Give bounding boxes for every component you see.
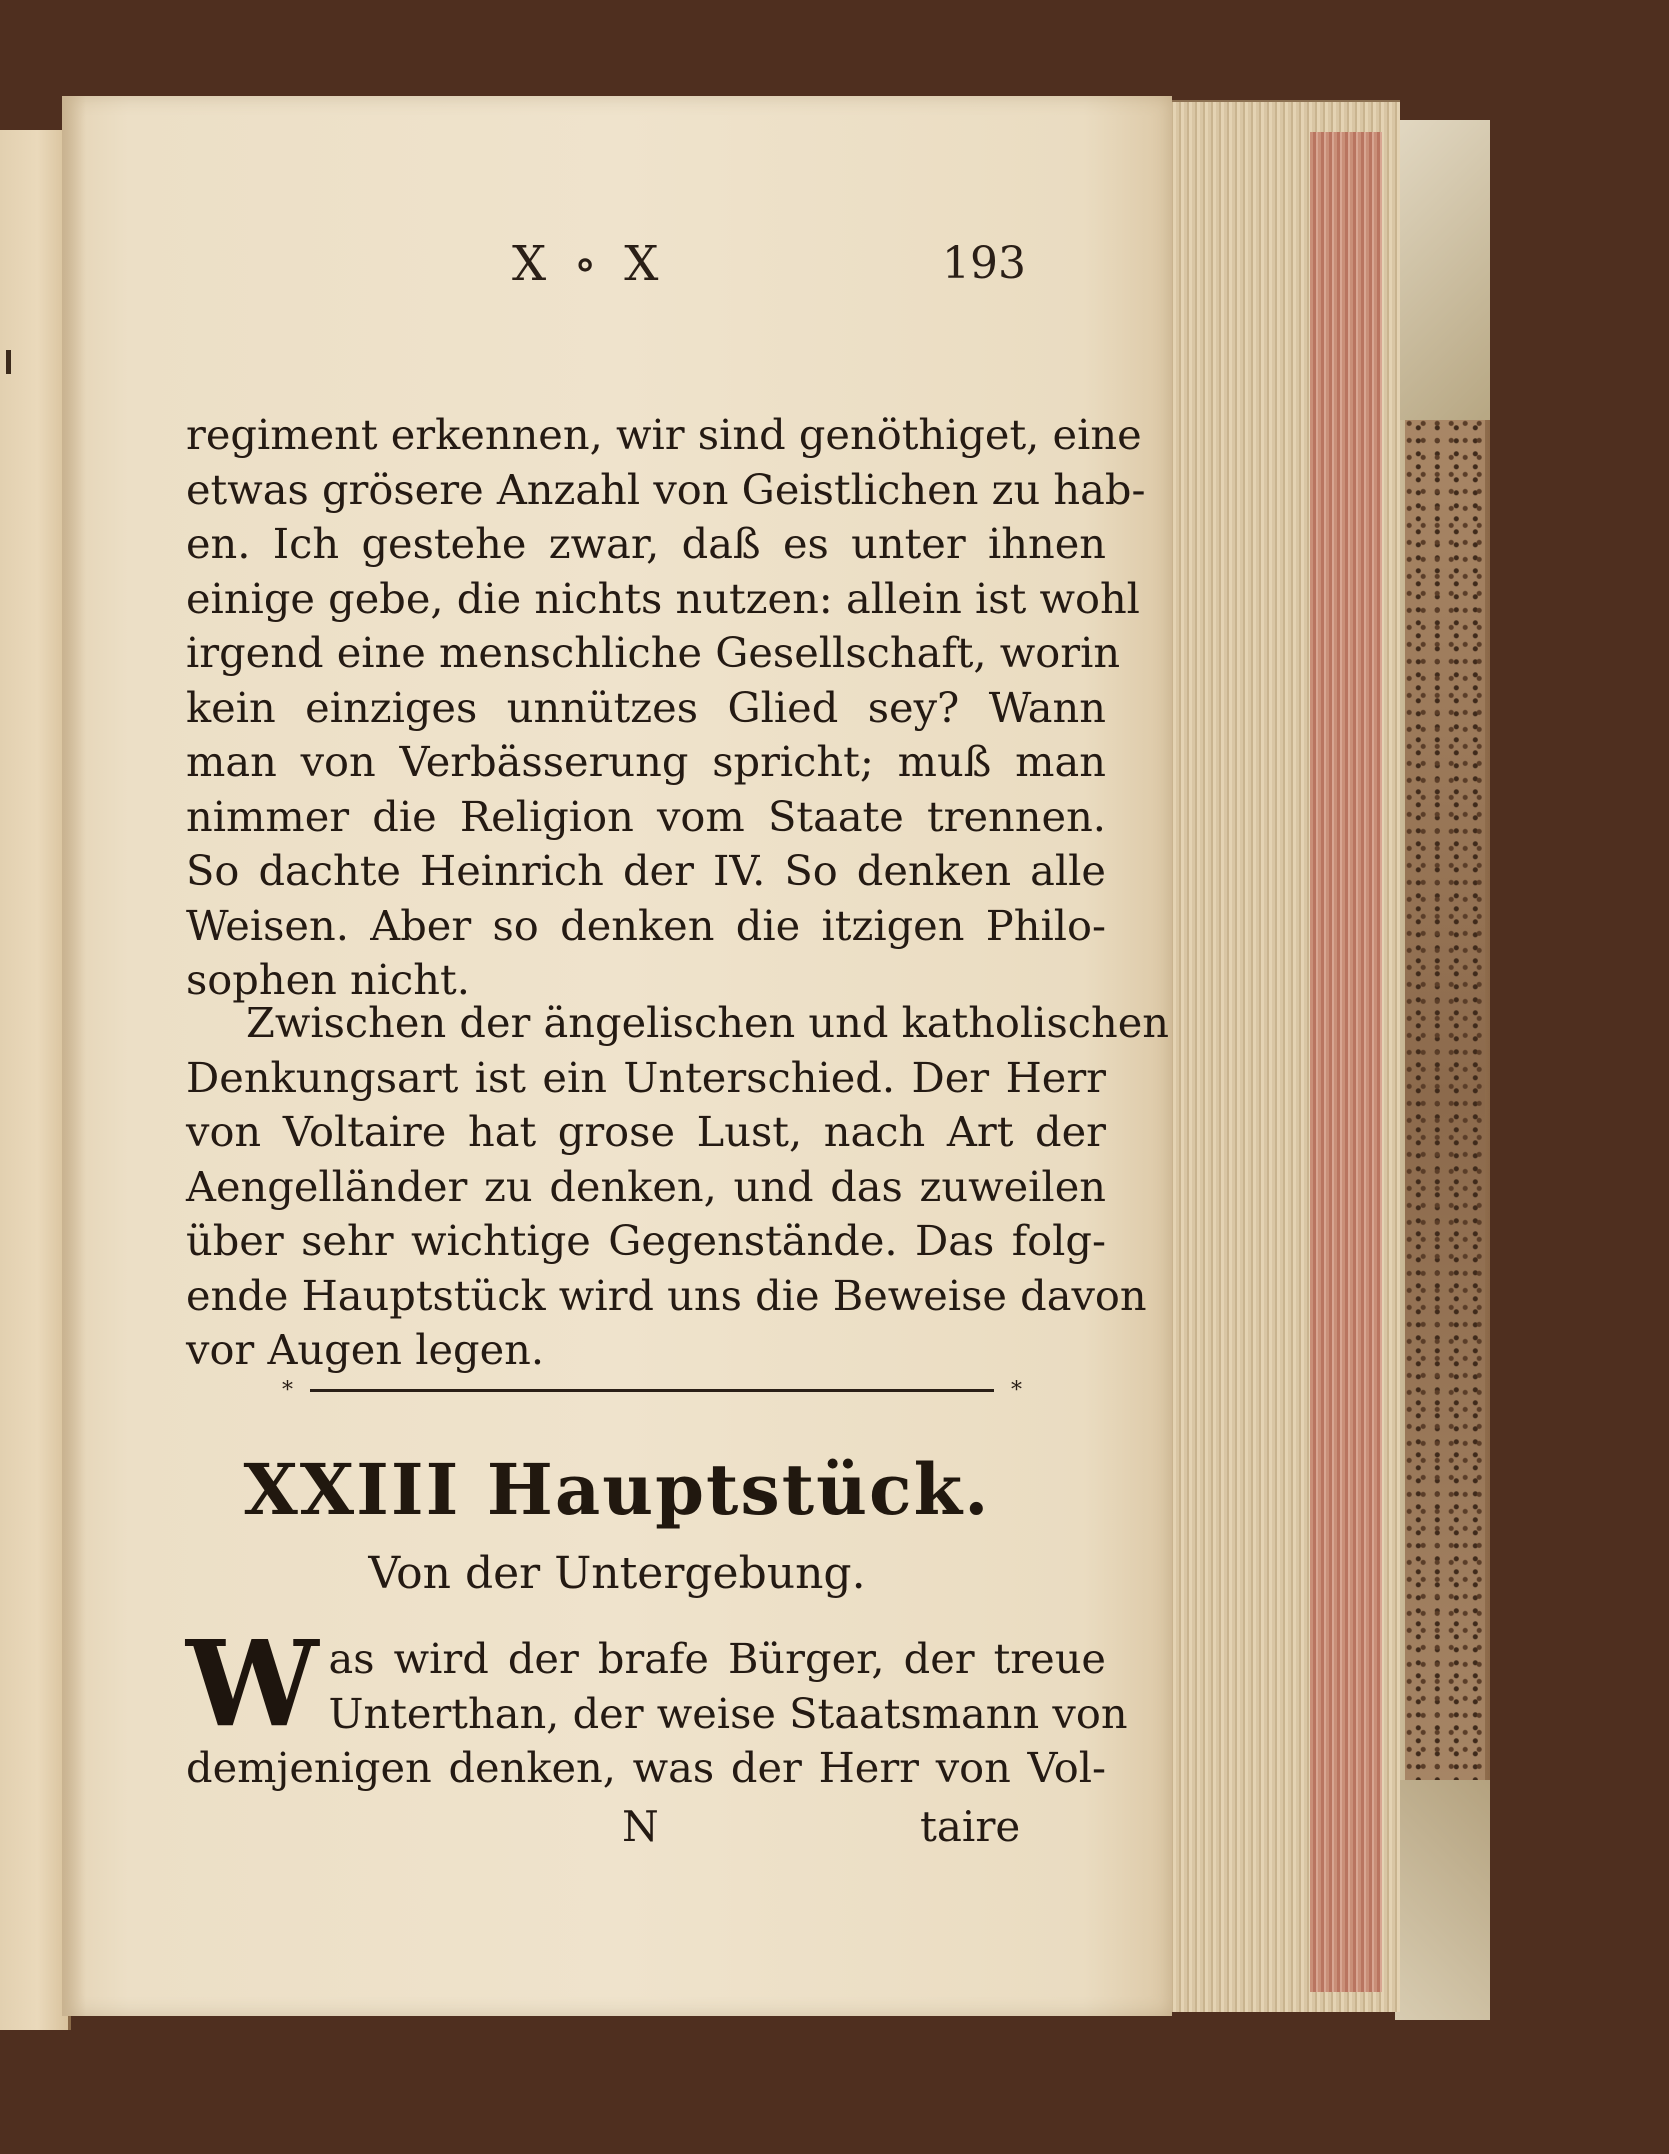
text-line: irgend eine menschliche Gesellschaft, worin <box>186 628 1121 677</box>
text-line: Unterthan, der weise Staatsmann von <box>328 1688 1128 1738</box>
text-line: etwas grösere Anzahl von Geistlichen zu hab- <box>186 464 1146 514</box>
cover-corner-top <box>1395 120 1490 420</box>
marbled-board <box>1405 420 1485 1780</box>
book-cover <box>1395 120 1490 2020</box>
chapter-title: XXIII Hauptstück. <box>243 1448 991 1531</box>
text-line: kein einziges unnützes Glied sey? Wann <box>186 682 1106 732</box>
page-number: 193 <box>942 238 1026 289</box>
text-line: Denkungsart ist ein Unterschied. Der Herr <box>186 1052 1106 1102</box>
asterisk-icon: * <box>1011 1378 1022 1403</box>
text-line: vor Augen legen. <box>186 1325 545 1374</box>
text-line: Aengelländer zu denken, und das zuweilen <box>186 1161 1106 1211</box>
running-head <box>62 236 1172 306</box>
paragraph-2 <box>186 996 1170 1378</box>
text-line: Zwischen der ängelischen und katholischen <box>246 998 1170 1047</box>
gutter-shadow <box>62 96 86 2016</box>
text-line: regiment erkennen, wir sind genöthiget, eine <box>186 410 1142 459</box>
page-footer <box>62 1802 1172 1862</box>
text-line: Weisen. Aber so denken die itzigen Philo- <box>186 900 1106 950</box>
text-line: So dachte Heinrich der IV. So denken alle <box>186 846 1106 895</box>
text-line: en. Ich gestehe zwar, daß es unter ihnen <box>186 519 1106 568</box>
asterisk-icon: * <box>282 1378 293 1403</box>
text-line: as wird der brafe Bürger, der treue <box>328 1634 1106 1683</box>
paragraph-3 <box>186 1614 1128 1796</box>
chapter-subtitle: Von der Untergebung. <box>368 1548 866 1599</box>
text-line: von Voltaire hat grose Lust, nach Art der <box>186 1107 1106 1156</box>
separator-rule <box>310 1389 994 1392</box>
drop-cap: W <box>186 1614 319 1753</box>
section-separator <box>282 1378 1022 1402</box>
text-line: man von Verbässerung spricht; muß man <box>186 737 1106 786</box>
text-line: demjenigen denken, was der Herr von Vol- <box>186 1743 1106 1792</box>
signature-mark: N <box>622 1802 659 1851</box>
text-line: einige gebe, die nichts nutzen: allein ist wohl <box>186 573 1140 623</box>
text-line: nimmer die Religion vom Staate trennen. <box>186 791 1106 841</box>
book-page <box>62 96 1172 2016</box>
left-page-edge <box>0 130 71 2030</box>
red-sprinkled-edge <box>1310 132 1382 1992</box>
catchword: taire <box>920 1802 1021 1851</box>
cover-corner-bottom <box>1395 1780 1490 2020</box>
text-line: über sehr wichtige Gegenstände. Das folg- <box>186 1216 1106 1265</box>
text-line: ende Hauptstück wird uns die Beweise davon <box>186 1270 1147 1320</box>
ink-fleck <box>6 350 11 374</box>
page-block-edges <box>1160 100 1400 2012</box>
text-line: sophen nicht. <box>186 955 470 1004</box>
paragraph-1 <box>186 408 1146 1008</box>
head-ornament: X ∘ X <box>512 236 665 292</box>
